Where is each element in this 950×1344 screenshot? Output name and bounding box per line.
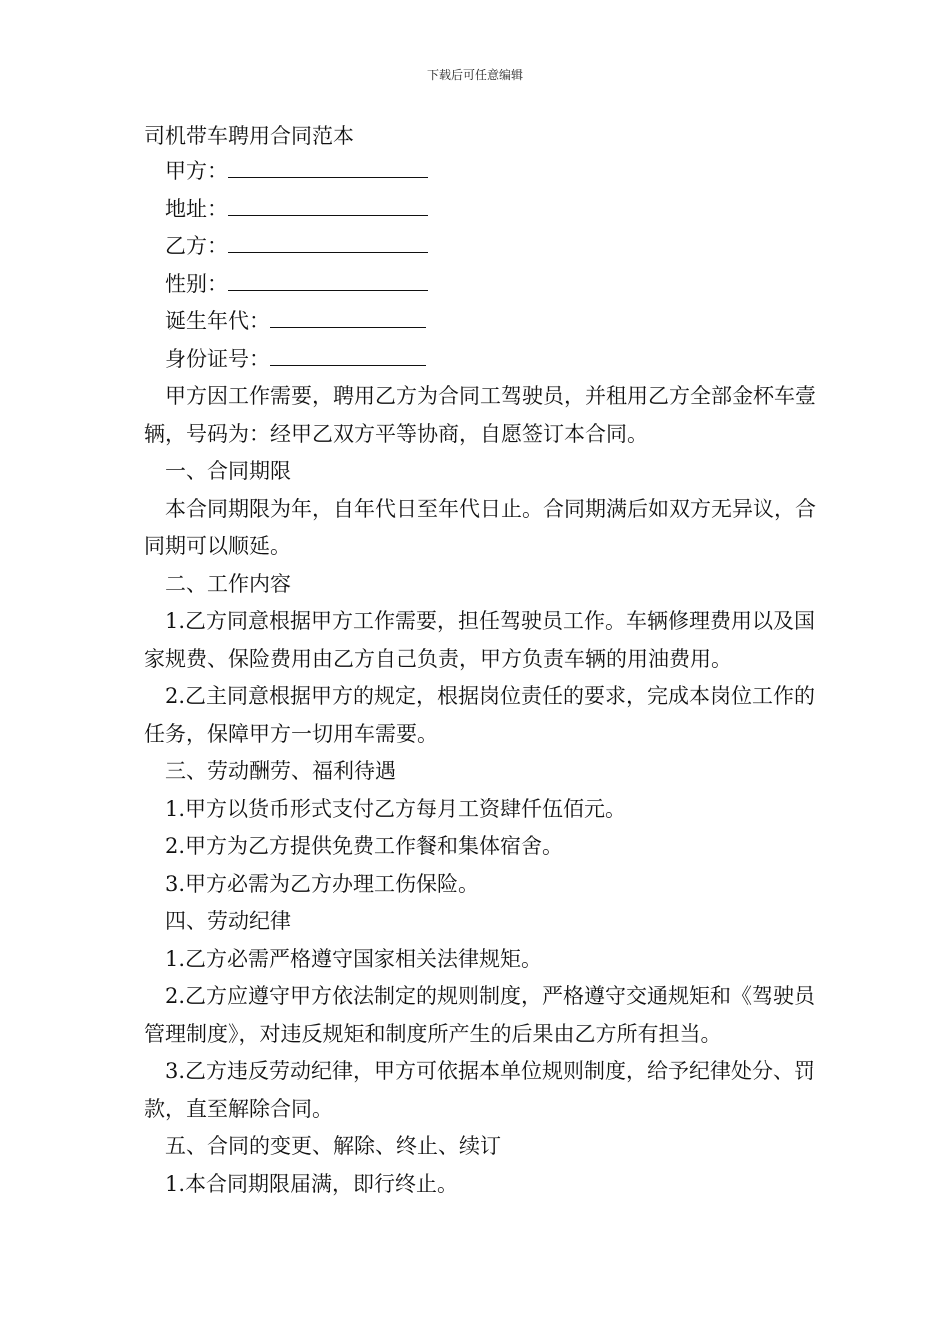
section-paragraph: 2.乙主同意根据甲方的规定，根据岗位责任的要求，完成本岗位工作的任务，保障甲方一切用车需要。: [144, 684, 816, 746]
field-label: 性别：: [165, 271, 228, 296]
section-paragraph: 1.甲方以货币形式支付乙方每月工资肆仟伍佰元。: [165, 796, 627, 821]
field-gender: [144, 266, 834, 304]
fill-in-blank: [228, 155, 428, 178]
section-paragraph: 1.本合同期限届满，即行终止。: [165, 1171, 459, 1196]
field-label: 甲方：: [165, 159, 228, 183]
section-heading-discipline: 四、劳动纪律: [165, 909, 291, 933]
field-label: 身份证号：: [165, 346, 270, 371]
section-paragraph: 2.乙方应遵守甲方依法制定的规则制度，严格遵守交通规矩和《驾驶员管理制度》，对违反规矩和制度所产生的后果由乙方所有担当。: [144, 984, 816, 1046]
section-paragraph: 2.甲方为乙方提供免费工作餐和集体宿舍。: [165, 834, 564, 858]
intro-paragraph: 甲方因工作需要，聘用乙方为合同工驾驶员，并租用乙方全部金杯车壹辆，号码为：经甲乙双方平等协商，自愿签订本合同。: [144, 384, 816, 446]
field-label: 乙方：: [165, 234, 228, 258]
field-label: 诞生年代：: [165, 309, 270, 333]
fill-in-blank: [270, 305, 426, 328]
field-party-a: [144, 153, 834, 191]
fill-in-blank: [228, 230, 428, 253]
fill-in-blank: [228, 193, 428, 216]
field-birth-date: [144, 303, 834, 341]
section-paragraph: 3.甲方必需为乙方办理工伤保险。: [165, 871, 480, 896]
section-heading-contract-changes: 五、合同的变更、解除、终止、续订: [165, 1134, 501, 1158]
fill-in-blank: [270, 343, 426, 366]
section-heading-term: 一、合同期限: [165, 459, 291, 483]
field-party-b: [144, 228, 834, 266]
section-heading-work-content: 二、工作内容: [165, 571, 291, 596]
section-paragraph: 1.乙方同意根据甲方工作需要，担任驾驶员工作。车辆修理费用以及国家规费、保险费用由乙方自己负责，甲方负责车辆的用油费用。: [144, 609, 816, 671]
field-id-number: [144, 341, 834, 379]
fill-in-blank: [228, 268, 428, 291]
section-paragraph: 3.乙方违反劳动纪律，甲方可依据本单位规则制度，给予纪律处分、罚款，直至解除合同。: [144, 1059, 816, 1121]
field-address: [144, 191, 834, 229]
page-header-note: 下载后可任意编辑: [426, 68, 523, 82]
field-label: 地址：: [165, 196, 228, 221]
document-title: 司机带车聘用合同范本: [144, 124, 354, 148]
section-paragraph: 1.乙方必需严格遵守国家相关法律规矩。: [165, 946, 543, 971]
document-body: [144, 153, 834, 1203]
section-paragraph: 本合同期限为年，自年代日至年代日止。合同期满后如双方无异议，合同期可以顺延。: [144, 496, 816, 558]
section-heading-remuneration: 三、劳动酬劳、福利待遇: [165, 759, 396, 783]
